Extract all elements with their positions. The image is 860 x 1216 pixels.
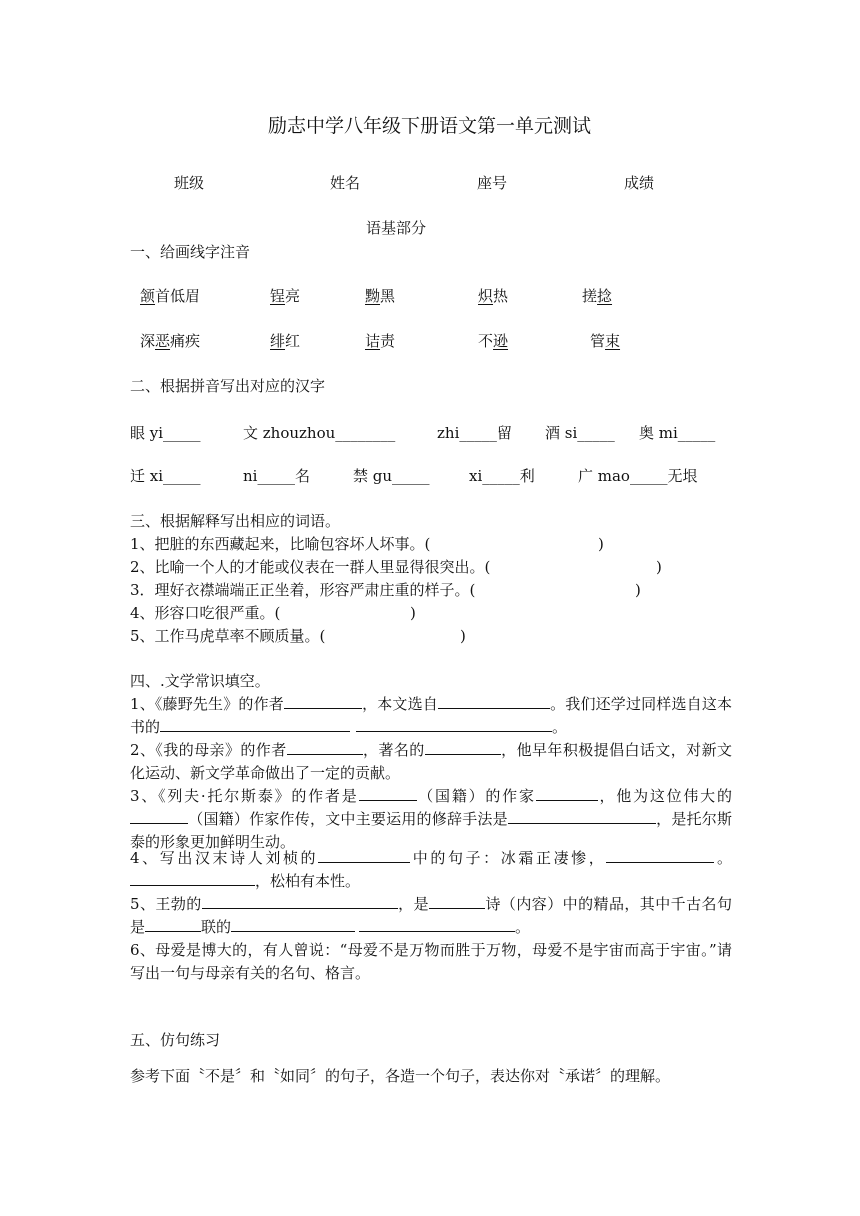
q3-item: 2、比喻一个人的才能或仪表在一群人里显得很突出。( — [130, 558, 491, 576]
q5-instruction: 参考下面〝不是〞和〝如同〞的句子，各造一个句子，表达你对〝承诺〞的理解。 — [130, 1067, 671, 1085]
q1-word: 锃亮 — [270, 287, 301, 305]
q2-item: 禁 gu_____ — [353, 467, 430, 485]
q2-item: 广 mao_____无垠 — [578, 467, 698, 485]
q1-word: 搓捻 — [582, 287, 613, 305]
q3-item: 4、形容口吃很严重。( — [130, 604, 281, 622]
q1-word: 诘责 — [365, 332, 396, 350]
q3-close: ) — [460, 627, 466, 645]
q2-heading: 二、根据拼音写出对应的汉字 — [130, 377, 326, 395]
q4-question-6: 6、母爱是博大的，有人曾说：“母爱不是万物而胜于万物，母爱不是宇宙而高于宇宙。”请写出一句与母亲有关的名句、格言。 — [130, 941, 732, 982]
q1-word: 管束 — [590, 332, 621, 350]
q4-question-3: 3、《列夫·托尔斯泰》的作者是 （国籍）的作家 ，他为这位伟大的（国籍）作家作传，文中主要运用的修辞手法是 ，是托尔斯泰的形象更加鲜明生动。 — [130, 787, 732, 851]
q2-item: 文 zhouzhou________ — [243, 424, 396, 442]
q4-heading: 四、.文学常识填空。 — [130, 672, 270, 690]
q5-heading: 五、仿句练习 — [130, 1031, 221, 1049]
q3-item: 3．理好衣襟端端正正坐着，形容严肃庄重的样子。( — [130, 581, 476, 599]
field-name: 姓名 — [330, 174, 361, 192]
q1-word: 深恶痛疾 — [140, 332, 201, 350]
q4-question-2: 2、《我的母亲》的作者 ，著名的 ，他早年积极提倡白话文，对新文化运动、新文学革命做出了一定的贡献。 — [130, 741, 732, 782]
q3-item: 1、把脏的东西藏起来，比喻包容坏人坏事。( — [130, 535, 431, 553]
q4-question-1: 1、《藤野先生》的作者 ，本文选自 。我们还学过同样选自这本书的 。 — [130, 695, 732, 736]
field-score: 成绩 — [624, 174, 655, 192]
q2-item: zhi_____留 — [437, 424, 512, 442]
q4-question-5: 5、王勃的 ，是 诗（内容）中的精品，其中千古名句是 联的 。 — [130, 895, 732, 936]
q3-close: ) — [656, 558, 662, 576]
field-seat: 座号 — [477, 174, 508, 192]
q2-item: 奥 mi_____ — [639, 424, 716, 442]
q1-word: 黝黑 — [365, 287, 396, 305]
q3-close: ) — [598, 535, 604, 553]
section-label: 语基部分 — [366, 219, 427, 237]
page-title: 励志中学八年级下册语文第一单元测试 — [268, 115, 592, 137]
q4-question-4: 4、写出汉末诗人刘桢的 中的句子：冰霜正凄惨， 。，松柏有本性。 — [130, 849, 732, 890]
q2-item: ni_____名 — [243, 467, 310, 485]
q2-item: xi_____利 — [469, 467, 535, 485]
q3-item: 5、工作马虎草率不顾质量。( — [130, 627, 326, 645]
q2-item: 眼 yi_____ — [130, 424, 201, 442]
q3-close: ) — [410, 604, 416, 622]
q1-word: 不逊 — [478, 332, 509, 350]
q1-word: 绯红 — [270, 332, 301, 350]
q2-item: 酒 si_____ — [545, 424, 615, 442]
q3-heading: 三、根据解释写出相应的词语。 — [130, 512, 341, 530]
q1-word: 颔首低眉 — [140, 287, 201, 305]
q2-item: 迁 xi_____ — [130, 467, 201, 485]
q1-heading: 一、给画线字注音 — [130, 243, 251, 261]
field-class: 班级 — [174, 174, 205, 192]
q1-word: 炽热 — [478, 287, 509, 305]
q3-close: ) — [635, 581, 641, 599]
